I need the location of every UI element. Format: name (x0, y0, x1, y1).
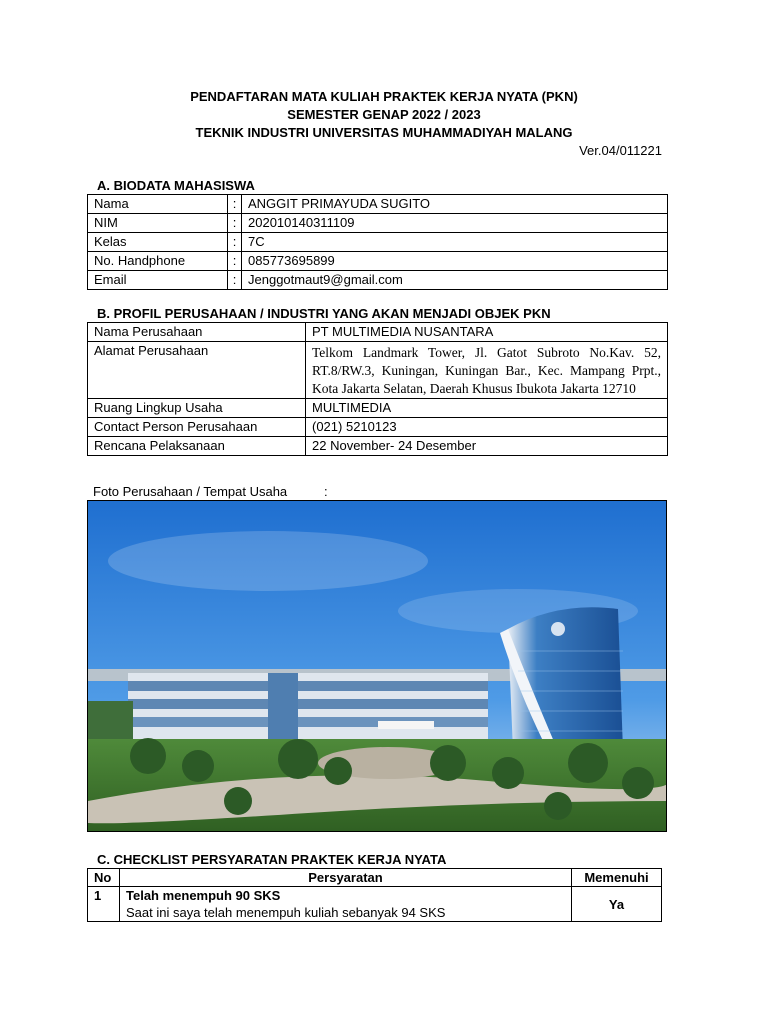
profile-row (88, 437, 668, 456)
profile-label: Rencana Pelaksanaan (88, 437, 306, 456)
profile-row (88, 399, 668, 418)
profile-label: Contact Person Perusahaan (88, 418, 306, 437)
row-no: 1 (88, 887, 120, 922)
row-requirement (120, 887, 572, 922)
company-profile-table (87, 322, 668, 456)
department-title: TEKNIK INDUSTRI UNIVERSITAS MUHAMMADIYAH MALANG (195, 125, 573, 140)
biodata-label: Nama (88, 195, 228, 214)
biodata-row (88, 271, 668, 290)
profile-row (88, 418, 668, 437)
biodata-colon: : (228, 195, 242, 214)
profile-label: Alamat Perusahaan (88, 342, 306, 399)
biodata-value: 202010140311109 (242, 214, 668, 233)
requirement-title: Telah menempuh 90 SKS (126, 888, 281, 903)
profile-value: MULTIMEDIA (306, 399, 668, 418)
biodata-label: Email (88, 271, 228, 290)
profile-value: PT MULTIMEDIA NUSANTARA (306, 323, 668, 342)
requirement-description: Saat ini saya telah menempuh kuliah sebanyak 94 SKS (126, 905, 446, 920)
profile-row (88, 323, 668, 342)
biodata-value: 7C (242, 233, 668, 252)
semester-title: SEMESTER GENAP 2022 / 2023 (287, 107, 481, 122)
profile-label: Ruang Lingkup Usaha (88, 399, 306, 418)
biodata-colon: : (228, 233, 242, 252)
biodata-table (87, 194, 668, 290)
checklist-table (87, 868, 662, 922)
row-fulfilled: Ya (572, 887, 662, 922)
section-b-title: B. PROFIL PERUSAHAAN / INDUSTRI YANG AKAN MENJADI OBJEK PKN (97, 306, 551, 321)
biodata-label: NIM (88, 214, 228, 233)
biodata-row (88, 252, 668, 271)
biodata-row (88, 214, 668, 233)
header-fulfilled: Memenuhi (572, 869, 662, 887)
header-requirement: Persyaratan (120, 869, 572, 887)
photo-label-colon: : (324, 484, 328, 499)
biodata-colon: : (228, 214, 242, 233)
company-photo (87, 500, 667, 832)
biodata-colon: : (228, 252, 242, 271)
checklist-header-row (88, 869, 662, 887)
company-address: Telkom Landmark Tower, Jl. Gatot Subroto No.Kav. 52, RT.8/RW.3, Kuningan, Kuningan Bar., Kec. Mampang Prpt., Kota Jakarta Selatan, Daerah Khusus Ibukota Jakarta 12710 (306, 342, 668, 399)
biodata-row (88, 233, 668, 252)
header-no: No (88, 869, 120, 887)
section-c-title: C. CHECKLIST PERSYARATAN PRAKTEK KERJA NYATA (97, 852, 447, 867)
profile-value: (021) 5210123 (306, 418, 668, 437)
form-title: PENDAFTARAN MATA KULIAH PRAKTEK KERJA NYATA (PKN) (190, 89, 578, 104)
version-label: Ver.04/011221 (579, 143, 662, 158)
profile-label: Nama Perusahaan (88, 323, 306, 342)
checklist-row (88, 887, 662, 922)
profile-row (88, 342, 668, 399)
biodata-row (88, 195, 668, 214)
biodata-colon: : (228, 271, 242, 290)
photo-label: Foto Perusahaan / Tempat Usaha (93, 484, 288, 499)
biodata-value: 085773695899 (242, 252, 668, 271)
profile-value: 22 November- 24 Desember (306, 437, 668, 456)
biodata-value: ANGGIT PRIMAYUDA SUGITO (242, 195, 668, 214)
biodata-label: No. Handphone (88, 252, 228, 271)
section-a-title: A. BIODATA MAHASISWA (97, 178, 255, 193)
biodata-label: Kelas (88, 233, 228, 252)
biodata-value: Jenggotmaut9@gmail.com (242, 271, 668, 290)
